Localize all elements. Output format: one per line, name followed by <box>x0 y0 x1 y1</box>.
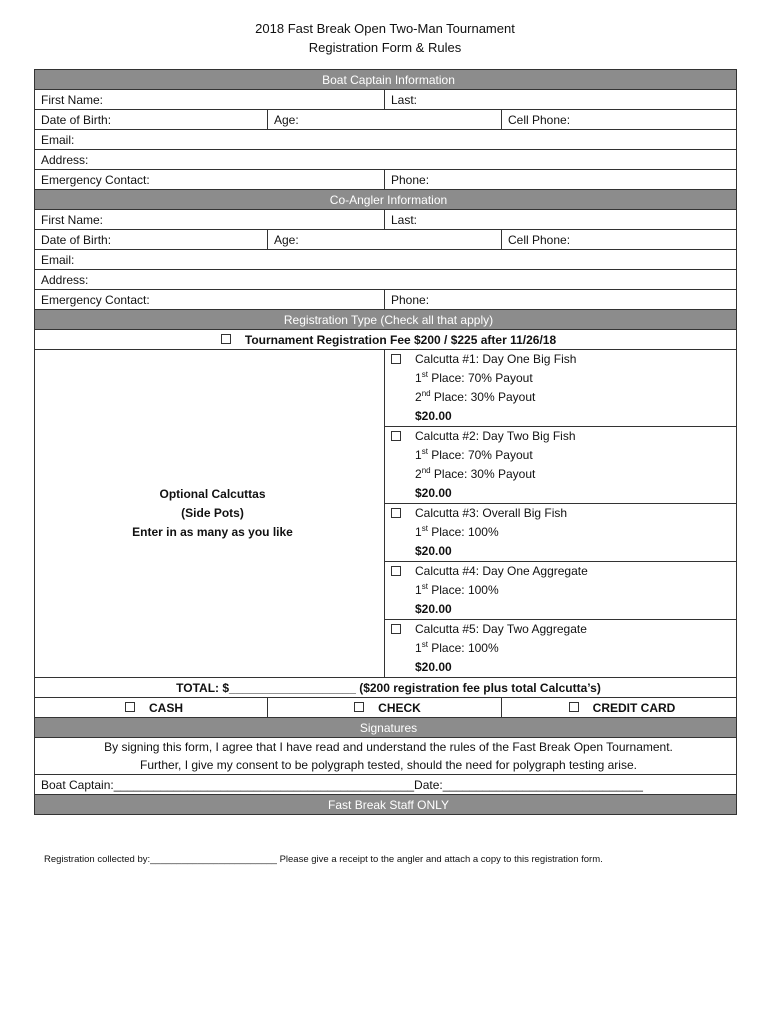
calcutta-2-name: Calcutta #2: Day Two Big Fish <box>415 429 576 443</box>
title-line-2: Registration Form & Rules <box>308 40 462 55</box>
form-title <box>0 19 770 57</box>
calcutta-2-checkbox[interactable] <box>391 431 401 441</box>
staff-footer-note: Registration collected by:________________________ Please give a receipt to the angler and attach a copy to this registration form. <box>44 854 603 865</box>
credit-card-label: CREDIT CARD <box>592 700 676 715</box>
angler-age-field[interactable]: Age: <box>268 230 502 250</box>
angler-emergency-phone-field[interactable]: Phone: <box>385 290 737 310</box>
calcutta-5-payout-1: 1st Place: 100% <box>415 640 499 655</box>
calcutta-3-payout-1: 1st Place: 100% <box>415 524 499 539</box>
captain-email-field[interactable]: Email: <box>35 130 737 150</box>
calcutta-3-name: Calcutta #3: Overall Big Fish <box>415 506 568 520</box>
calcutta-5-name: Calcutta #5: Day Two Aggregate <box>415 622 587 636</box>
signatures-header: Signatures <box>35 718 737 738</box>
calcutta-2-payout-2: 2nd Place: 30% Payout <box>415 466 536 481</box>
captain-address-field[interactable]: Address: <box>35 150 737 170</box>
calcutta-2-price: $20.00 <box>415 486 452 500</box>
registration-fee-row <box>35 330 737 350</box>
angler-cell-phone-field[interactable]: Cell Phone: <box>502 230 737 250</box>
registration-type-header: Registration Type (Check all that apply) <box>35 310 737 330</box>
calcutta-4-price: $20.00 <box>415 602 452 616</box>
agreement-line-2: Further, I give my consent to be polygraph tested, should the need for polygraph testing arise. <box>140 758 637 772</box>
calcutta-1-name: Calcutta #1: Day One Big Fish <box>415 352 577 366</box>
calcutta-4-option <box>385 562 737 620</box>
angler-emergency-contact-field[interactable]: Emergency Contact: <box>35 290 385 310</box>
captain-age-field[interactable]: Age: <box>268 110 502 130</box>
captain-emergency-contact-field[interactable]: Emergency Contact: <box>35 170 385 190</box>
title-line-1: 2018 Fast Break Open Two-Man Tournament <box>255 21 515 36</box>
cash-label: CASH <box>148 700 183 715</box>
calcutta-2-option <box>385 427 737 504</box>
angler-email-field[interactable]: Email: <box>35 250 737 270</box>
cash-checkbox[interactable] <box>125 702 135 712</box>
calcutta-1-payout-1: 1st Place: 70% Payout <box>415 370 533 385</box>
captain-dob-field[interactable]: Date of Birth: <box>35 110 268 130</box>
calcutta-4-checkbox[interactable] <box>391 566 401 576</box>
calcutta-1-checkbox[interactable] <box>391 354 401 364</box>
captain-last-name-field[interactable]: Last: <box>385 90 737 110</box>
calcutta-1-payout-2: 2nd Place: 30% Payout <box>415 389 536 404</box>
payment-credit-option <box>502 698 737 718</box>
boat-captain-header: Boat Captain Information <box>35 70 737 90</box>
staff-only-header: Fast Break Staff ONLY <box>35 795 737 815</box>
optional-calcuttas-cell <box>35 350 385 678</box>
optional-calcuttas-note: Enter in as many as you like <box>132 525 293 539</box>
calcutta-3-option <box>385 504 737 562</box>
captain-cell-phone-field[interactable]: Cell Phone: <box>502 110 737 130</box>
angler-address-field[interactable]: Address: <box>35 270 737 290</box>
payment-check-option <box>268 698 502 718</box>
angler-dob-field[interactable]: Date of Birth: <box>35 230 268 250</box>
registration-fee-checkbox[interactable] <box>221 334 231 344</box>
credit-card-checkbox[interactable] <box>569 702 579 712</box>
check-checkbox[interactable] <box>354 702 364 712</box>
calcutta-3-checkbox[interactable] <box>391 508 401 518</box>
agreement-line-1: By signing this form, I agree that I have read and understand the rules of the Fast Break Open Tournament. <box>104 740 673 754</box>
calcutta-1-option <box>385 350 737 427</box>
calcutta-1-price: $20.00 <box>415 409 452 423</box>
optional-calcuttas-title: Optional Calcuttas <box>159 487 266 501</box>
total-amount-field[interactable]: TOTAL: $___________________ ($200 registration fee plus total Calcutta’s) <box>35 678 737 698</box>
captain-first-name-field[interactable]: First Name: <box>35 90 385 110</box>
calcutta-4-payout-1: 1st Place: 100% <box>415 582 499 597</box>
captain-emergency-phone-field[interactable]: Phone: <box>385 170 737 190</box>
registration-table <box>34 69 737 815</box>
calcutta-3-price: $20.00 <box>415 544 452 558</box>
angler-first-name-field[interactable]: First Name: <box>35 210 385 230</box>
calcutta-5-checkbox[interactable] <box>391 624 401 634</box>
angler-last-name-field[interactable]: Last: <box>385 210 737 230</box>
calcutta-2-payout-1: 1st Place: 70% Payout <box>415 447 533 462</box>
check-label: CHECK <box>378 700 421 715</box>
calcutta-5-price: $20.00 <box>415 660 452 674</box>
registration-fee-label: Tournament Registration Fee $200 / $225 after 11/26/18 <box>244 332 557 347</box>
optional-calcuttas-subtitle: (Side Pots) <box>181 506 244 520</box>
calcutta-5-option <box>385 620 737 678</box>
co-angler-header: Co-Angler Information <box>35 190 737 210</box>
calcutta-4-name: Calcutta #4: Day One Aggregate <box>415 564 588 578</box>
signatures-agreement <box>35 738 737 775</box>
payment-cash-option <box>35 698 268 718</box>
boat-captain-signature-field[interactable]: Boat Captain:_____________________________________________Date:______________________________ <box>35 775 737 795</box>
